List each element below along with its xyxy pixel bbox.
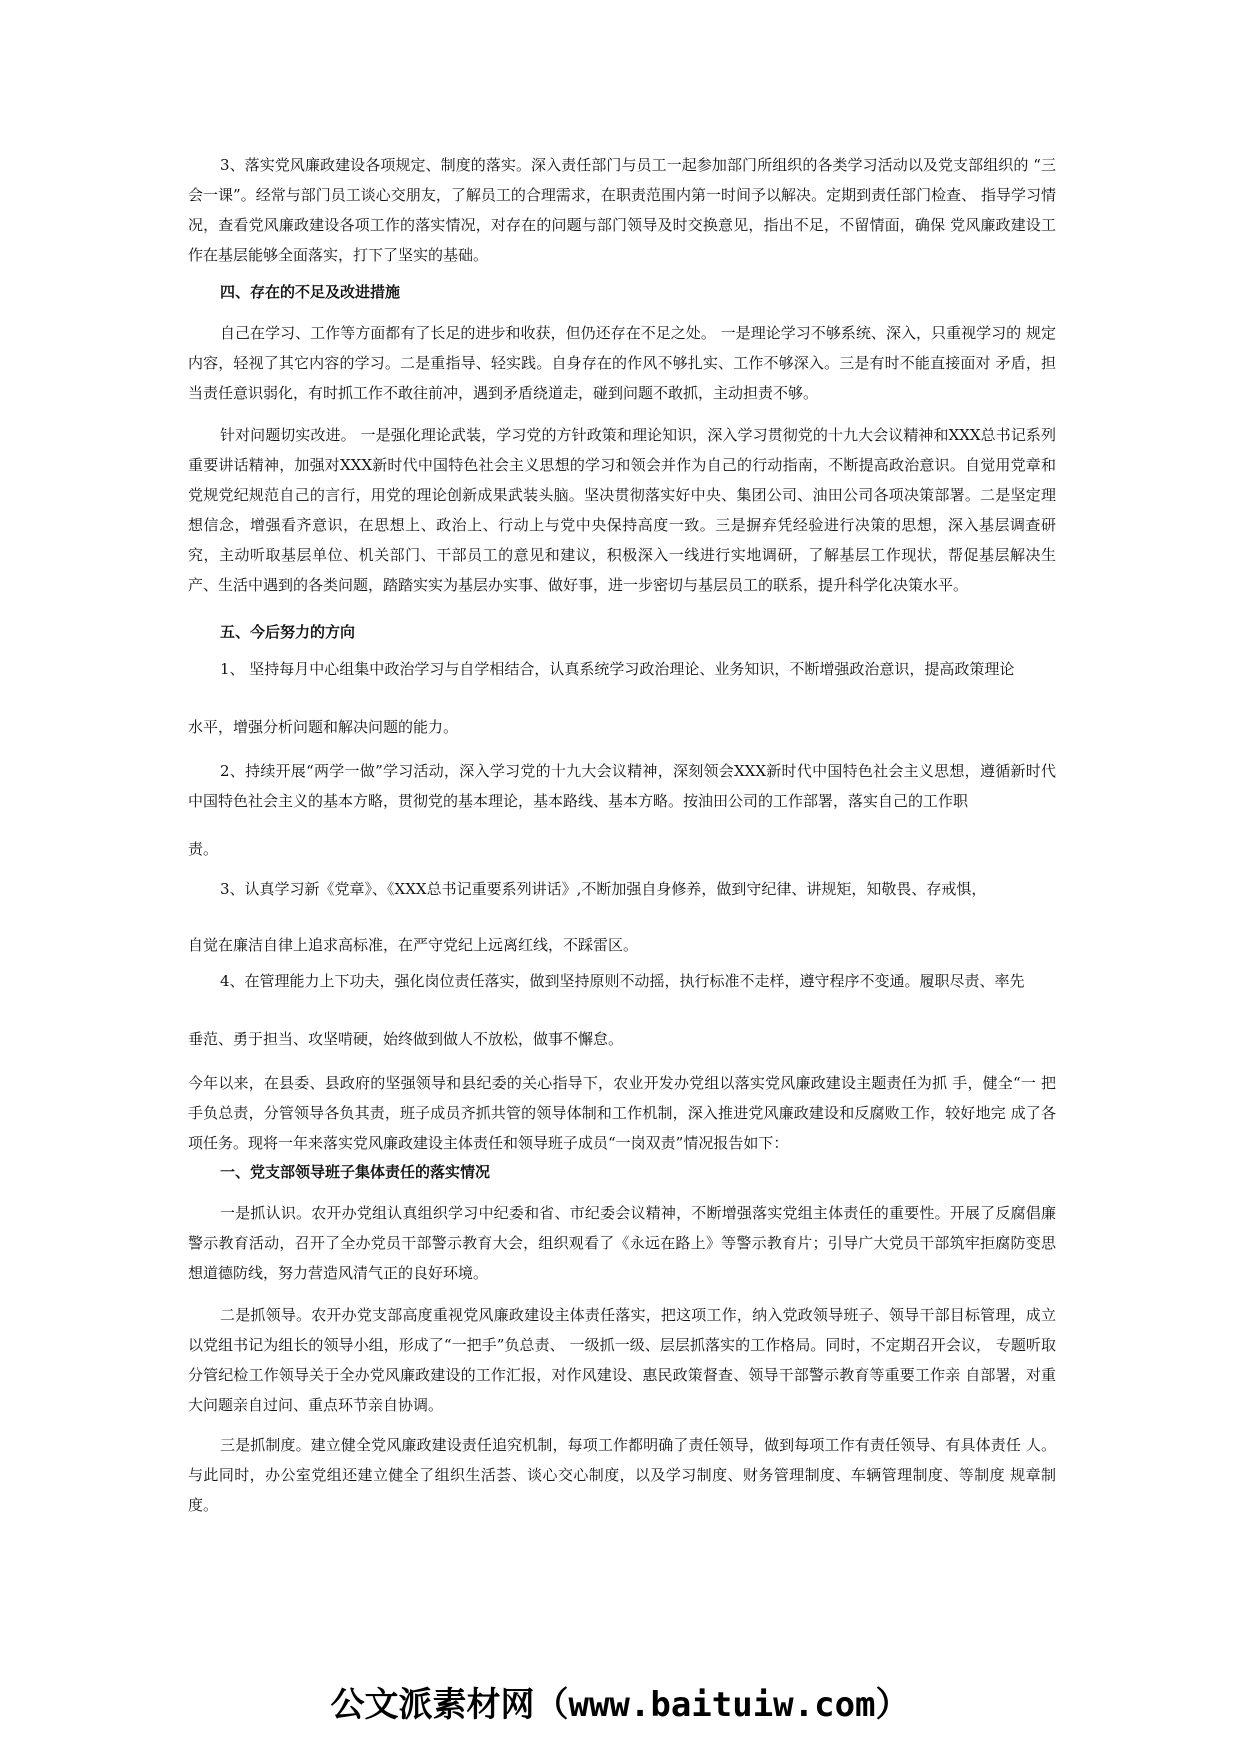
list-item-1-line-b: 水平，增强分析问题和解决问题的能力。 xyxy=(188,718,459,736)
list-item-4-line-a: 4、在管理能力上下功夫，强化岗位责任落实，做到坚持原则不动摇，执行标准不走样，遵守程序不变通。履职尽责、率先 xyxy=(220,972,1025,990)
list-item-3-line-a: 3、认真学习新《党章》、《XXX总书记重要系列讲话》,不断加强自身修养，做到守纪律、讲规矩，知敬畏、存戒惧， xyxy=(220,880,987,898)
paragraph-intro: 今年以来，在县委、县政府的坚强领导和县纪委的关心指导下，农业开发办党组以落实党风廉政建设主题责任为抓 手，健全“一 把手负总责，分管领导各负其责，班子成员齐抓共管的领导体制和工作机制，深入推进党风廉政建设和反腐败工作，较好地完 成了各项任务。现将一年来落实党风廉政建设主体责任和领导班子成员“一岗双责”情况报告如下： xyxy=(188,1074,1056,1152)
paragraph-duty-3: 3、落实党风廉政建设各项规定、制度的落实。深入责任部门与员工一起参加部门所组织的各类学习活动以及党支部组织的 “三会一课”。经常与部门员工谈心交朋友，了解员工的合理需求，在职责范围内第一时间予以解决。定期到责任部门检查、 指导学习情况，查看党风廉政建设各项工作的落实情况，对存在的问题与部门领导及时交换意见，指出不足，不留情面，确保 党风廉政建设工作在基层能够全面落实，打下了坚实的基础。 xyxy=(188,156,1056,264)
footer-watermark: 公文派素材网（www.baituiw.com） xyxy=(330,1685,910,1725)
paragraph-improvement: 针对问题切实改进。 一是强化理论武装，学习党的方针政策和理论知识，深入学习贯彻党的十九大会议精神和XXX总书记系列重要讲话精神，加强对XXX新时代中国特色社会主义思想的学习和领会并作为自己的行动指南，不断提高政治意识。自觉用党章和党规党纪规范自己的言行，用党的理论创新成果武装头脑。坚决贯彻落实好中央、集团公司、油田公司各项决策部署。二是坚定理想信念，增强看齐意识，在思想上、政治上、行动上与党中央保持高度一致。三是摒弃凭经验进行决策的思想，深入基层调查研究，主动听取基层单位、机关部门、干部员工的意见和建议，积极深入一线进行实地调研，了解基层工作现状，帮促基层解决生产、生活中遇到的各类问题，踏踏实实为基层办实事、做好事，进一步密切与基层员工的联系，提升科学化决策水平。 xyxy=(188,426,1056,594)
list-item-2-line-a: 2、持续开展“两学一做”学习活动，深入学习党的十九大会议精神，深刻领会XXX新时代中国特色社会主义思想，遵循新时代中国特色社会主义的基本方略，贯彻党的基本理论，基本路线、基本方略。按油田公司的工作部署，落实自己的工作职 xyxy=(188,762,1056,810)
paragraph-first-point: 一是抓认识。农开办党组认真组织学习中纪委和省、市纪委会议精神，不断增强落实党组主体责任的重要性。开展了反腐倡廉警示教育活动，召开了全办党员干部警示教育大会，组织观看了《永远在路上》等警示教育片；引导广大党员干部筑牢拒腐防变思想道德防线，努力营造风清气正的良好环境。 xyxy=(188,1204,1056,1282)
list-item-2-line-b: 责。 xyxy=(188,840,219,858)
paragraph-second-point: 二是抓领导。农开办党支部高度重视党风廉政建设主体责任落实，把这项工作，纳入党政领导班子、领导干部目标管理，成立以党组书记为组长的领导小组，形成了“一把手”负总责、 一级抓一级、层层抓落实的工作格局。同时，不定期召开会议， 专题听取分管纪检工作领导关于全办党风廉政建设的工作汇报，对作风建设、惠民政策督查、领导干部警示教育等重要工作亲 自部署，对重大问题亲自过问、重点环节亲自协调。 xyxy=(188,1306,1056,1414)
list-item-1-line-a: 1、 坚持每月中心组集中政治学习与自学相结合，认真系统学习政治理论、业务知识，不断增强政治意识，提高政策理论 xyxy=(220,660,1015,678)
section-heading-5: 五、今后努力的方向 xyxy=(220,623,356,641)
list-item-4-line-b: 垂范、勇于担当、攻坚啃硬，始终做到做人不放松，做事不懈怠。 xyxy=(188,1030,624,1048)
paragraph-shortfall: 自己在学习、工作等方面都有了长足的进步和收获，但仍还存在不足之处。 一是理论学习不够系统、深入，只重视学习的 规定内容，轻视了其它内容的学习。二是重指导、轻实践。自身存在的作风不够扎实、工作不够深入。三是有时不能直接面对 矛盾，担当责任意识弱化，有时抓工作不敢往前冲，遇到矛盾绕道走，碰到问题不敢抓，主动担责不够。 xyxy=(188,324,1056,402)
list-item-3-line-b: 自觉在廉洁自律上追求高标准，在严守党纪上远离红线，不踩雷区。 xyxy=(188,936,639,954)
section-heading-1: 一、党支部领导班子集体责任的落实情况 xyxy=(220,1163,491,1181)
section-heading-4: 四、存在的不足及改进措施 xyxy=(220,283,401,301)
paragraph-third-point: 三是抓制度。建立健全党风廉政建设责任追究机制，每项工作都明确了责任领导，做到每项工作有责任领导、有具体责任 人。与此同时，办公室党组还建立健全了组织生活荟、谈心交心制度，以及学习制度、财务管理制度、车辆管理制度、等制度 规章制度。 xyxy=(188,1436,1056,1514)
